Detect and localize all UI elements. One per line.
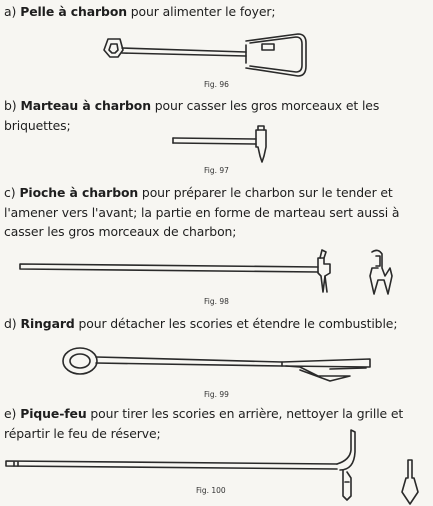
item-term: Pelle à charbon: [20, 4, 127, 19]
pique-feu-illustration: [6, 430, 418, 504]
ringard-illustration: [63, 348, 370, 381]
item-term: Marteau à charbon: [20, 98, 151, 113]
item-term: Ringard: [20, 316, 75, 331]
figure-caption: Fig. 99: [204, 390, 229, 399]
item-letter: c): [4, 185, 16, 200]
coal-shovel-illustration: [104, 34, 306, 76]
item-letter: b): [4, 98, 17, 113]
item-description: pour casser les gros morceaux et les briquettes;: [4, 98, 380, 133]
item-letter: e): [4, 406, 17, 421]
item-letter: d): [4, 316, 17, 331]
figure-caption: Fig. 100: [196, 486, 226, 495]
item-term: Pioche à charbon: [19, 185, 139, 200]
item-description: pour tirer les scories en arrière, nettoyer la grille et répartir le feu de réserve;: [4, 406, 404, 441]
figure-caption: Fig. 97: [204, 166, 229, 175]
item-description: pour préparer le charbon sur le tender et l'amener vers l'avant; la partie en forme de marteau sert aussi à casser les gros morceaux de charbon;: [4, 185, 400, 239]
figure-caption: Fig. 96: [204, 80, 229, 89]
coal-hammer-illustration: [173, 126, 266, 162]
item-description: pour détacher les scories et étendre le combustible;: [74, 316, 398, 331]
item-description: pour alimenter le foyer;: [126, 4, 276, 19]
item-letter: a): [4, 4, 17, 19]
figure-caption: Fig. 98: [204, 297, 229, 306]
item-term: Pique-feu: [20, 406, 87, 421]
coal-pick-illustration: [20, 250, 392, 294]
